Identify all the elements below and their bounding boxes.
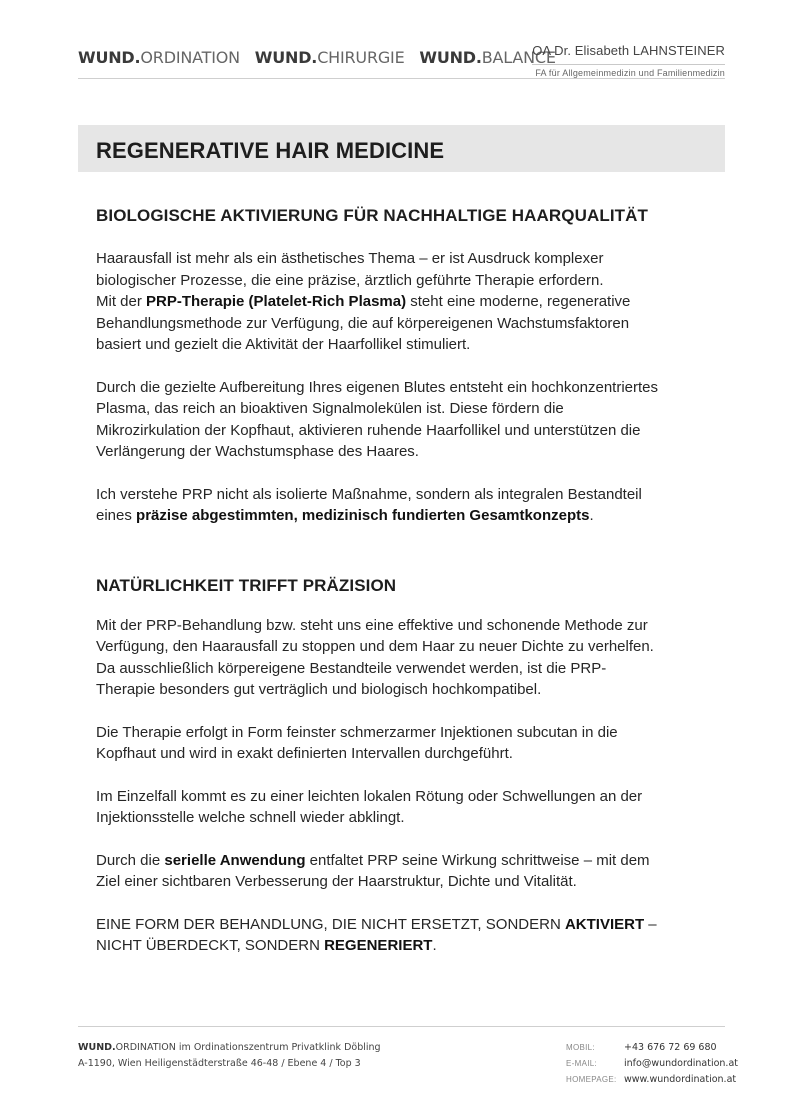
section2-paragraph-2: Die Therapie erfolgt in Form feinster schmerzarmer Injektionen subcutan in die Kopfhaut und wird in exakt definierten Intervallen durchgeführt. — [96, 723, 618, 762]
section2-closing-statement: EINE FORM DER BEHANDLUNG, DIE NICHT ERSETZT, SONDERN AKTIVIERT – NICHT ÜBERDECKT, SONDERN REGENERIERT. — [96, 915, 657, 954]
mobile-number[interactable]: +43 676 72 69 680 — [624, 1042, 717, 1053]
brand-wund-balance: WUND.BALANCE — [419, 48, 556, 67]
contact-mobile: MOBIL: +43 676 72 69 680 — [566, 1040, 738, 1056]
section2-paragraph-4: Durch die serielle Anwendung entfaltet PRP seine Wirkung schrittweise – mit dem Ziel einer sichtbaren Verbesserung der Haarstruktur, Dichte und Vitalität. — [96, 851, 650, 890]
footer-line-2: A-1190, Wien Heiligenstädterstraße 46-48 / Ebene 4 / Top 3 — [78, 1058, 361, 1069]
email-link[interactable]: info@wundordination.at — [624, 1058, 738, 1069]
contact-homepage: HOMEPAGE: www.wundordination.at — [566, 1072, 738, 1088]
page-title: REGENERATIVE HAIR MEDICINE — [96, 138, 445, 163]
footer-divider — [78, 1026, 725, 1027]
brand-wund-ordination: WUND.ORDINATION — [78, 48, 240, 67]
title-banner — [78, 125, 725, 172]
section1-paragraph-1: Haarausfall ist mehr als ein ästhetisches Thema – er ist Ausdruck komplexer biologischer Prozesse, die eine präzise, ärztlich geführte Therapie erfordern. Mit der PRP-Therapie (Platelet-Rich Plasma) steht eine moderne, regenerative Behandlungsmethode zur Verfügung, die auf körpereigenen Wachstumsfaktoren basiert und gezielt die Aktivität der Haarfollikel stimuliert. — [96, 250, 631, 353]
contact-email: E-MAIL: info@wundordination.at — [566, 1056, 738, 1072]
section2-paragraph-3: Im Einzelfall kommt es zu einer leichten lokalen Rötung oder Schwellungen an der Injektionsstelle welche schnell wieder abklingt. — [96, 787, 643, 826]
section1-paragraph-2: Durch die gezielte Aufbereitung Ihres eigenen Blutes entsteht ein hochkonzentriertes Plasma, das reich an bioaktiven Signalmolekülen ist. Diese fördern die Mikrozirkulation der Kopfhaut, aktivieren ruhende Haarfollikel und unterstützen die Verlängerung der Wachstumsphase des Haares. — [96, 378, 659, 460]
footer-line-1: WUND.ORDINATION im Ordinationszentrum Privatklink Döbling — [78, 1042, 381, 1053]
footer-contacts — [566, 1040, 738, 1088]
section2-heading: NATÜRLICHKEIT TRIFFT PRÄZISION — [96, 575, 397, 595]
page-header — [78, 42, 725, 82]
section1-paragraph-3: Ich verstehe PRP nicht als isolierte Maßnahme, sondern als integralen Bestandteil eines präzise abgestimmten, medizinisch fundierten Gesamtkonzepts. — [96, 485, 642, 524]
brand-logos — [78, 48, 566, 67]
homepage-link[interactable]: www.wundordination.at — [624, 1074, 737, 1085]
brand-wund-chirurgie: WUND.CHIRURGIE — [254, 48, 405, 67]
section1-heading: BIOLOGISCHE AKTIVIERUNG FÜR NACHHALTIGE HAARQUALITÄT — [96, 206, 649, 225]
footer-address — [78, 1040, 381, 1072]
doctor-title: FA für Allgemeinmedizin und Familienmedizin — [532, 64, 725, 78]
doctor-name: OA Dr. Elisabeth LAHNSTEINER — [532, 43, 725, 58]
section2-paragraph-1: Mit der PRP-Behandlung bzw. steht uns eine effektive und schonende Methode zur Verfügung, den Haarausfall zu stoppen und dem Haar zu neuer Dichte zu verhelfen. Da ausschließlich körpereigene Bestandteile verwendet werden, ist die PRP- Therapie besonders gut verträglich und biologisch hochkompatibel. — [96, 616, 654, 698]
main-content — [96, 206, 740, 957]
header-divider — [78, 78, 725, 79]
doctor-info — [532, 43, 725, 78]
